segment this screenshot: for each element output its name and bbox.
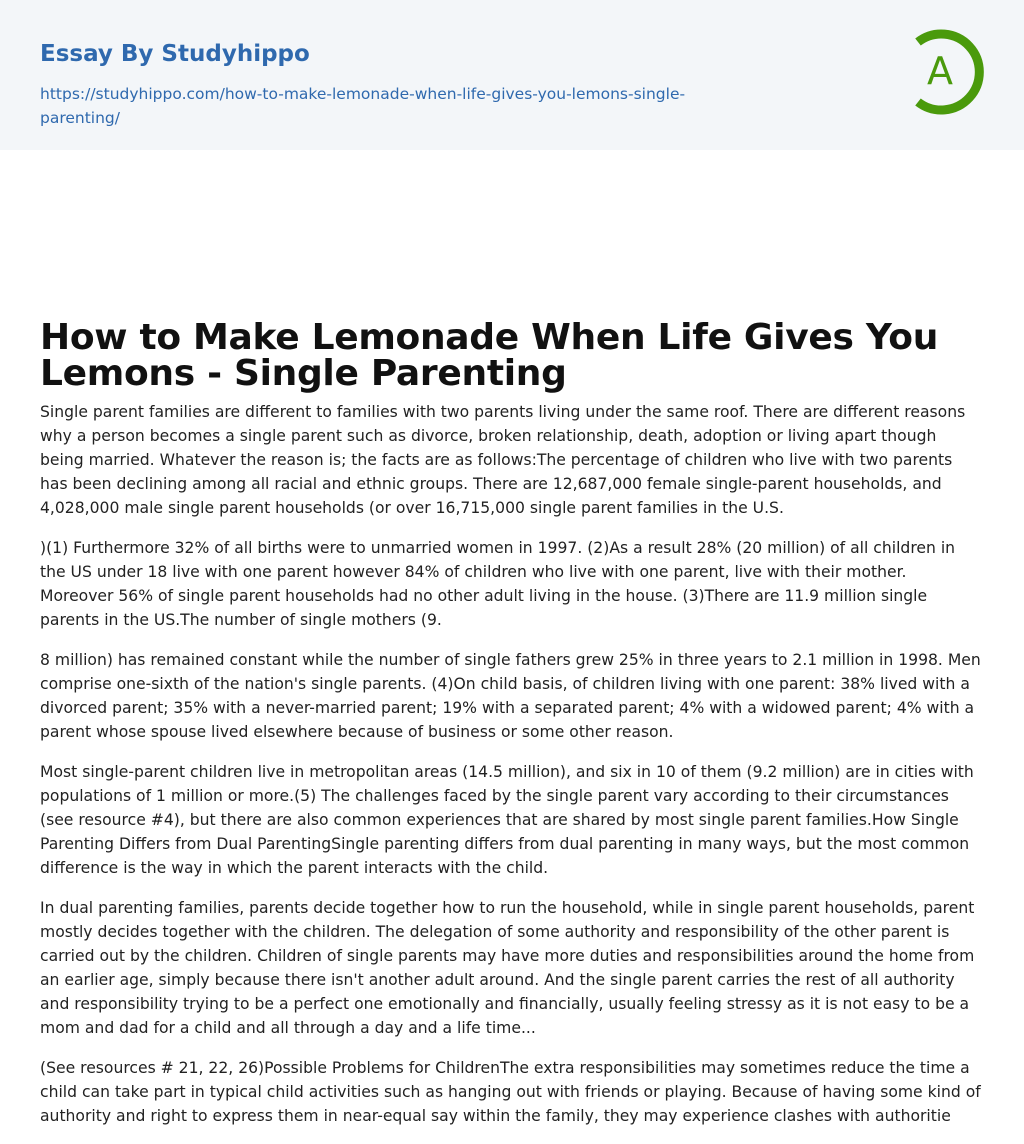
paragraph: (See resources # 21, 22, 26)Possible Problems for ChildrenThe extra responsibilities may sometimes reduce the time a child can take part in typical child activities such as hanging out with friends or playing. Because of having some kind of authority and right to express them in near-equal say within the family, they may experience clashes with authoritie (40, 1059, 981, 1125)
site-header (0, 0, 1024, 150)
essay-body (40, 400, 984, 1128)
paragraph: Single parent families are different to families with two parents living under the same roof. There are different reasons why a person becomes a single parent such as divorce, broken relationship, death, adoption or living apart though being married. Whatever the reason is; the facts are as follows:The percentage of children who live with two parents has been declining among all racial and ethnic groups. There are 12,687,000 female single-parent households, and 4,028,000 male single parent households (or over 16,715,000 single parent families in the U.S. (40, 403, 966, 517)
essay-content (0, 150, 1024, 1128)
studyhippo-logo-icon[interactable] (904, 28, 988, 116)
svg-text:A: A (927, 49, 953, 93)
paragraph: 8 million) has remained constant while the number of single fathers grew 25% in three years to 2.1 million in 1998. Men comprise one-sixth of the nation's single parents. (4)On child basis, of children living with one parent: 38% lived with a divorced parent; 35% with a never-married parent; 19% with a separated parent; 4% with a widowed parent; 4% with a parent whose spouse lived elsewhere because of business or some other reason. (40, 651, 981, 741)
paragraph: In dual parenting families, parents decide together how to run the household, while in single parent households, parent mostly decides together with the children. The delegation of some authority and responsibility of the other parent is carried out by the children. Children of single parents may have more duties and responsibilities around the home from an earlier age, simply because there isn't another adult around. And the single parent carries the rest of all authority and responsibility trying to be a perfect one emotionally and financially, usually feeling stressy as it is not easy to be a mom and dad for a child and all through a day and a life time... (40, 899, 975, 1037)
paragraph: )(1) Furthermore 32% of all births were to unmarried women in 1997. (2)As a result 28% (20 million) of all children in the US under 18 live with one parent however 84% of children who live with one parent, live with their mother. Moreover 56% of single parent households had no other adult living in the house. (3)There are 11.9 million single parents in the US.The number of single mothers (9. (40, 539, 956, 629)
brand-title: Essay By Studyhippo (40, 41, 310, 67)
essay-url-link[interactable]: https://studyhippo.com/how-to-make-lemonade-when-life-gives-you-lemons-single-parenting/ (40, 85, 686, 127)
paragraph: Most single-parent children live in metropolitan areas (14.5 million), and six in 10 of them (9.2 million) are in cities with populations of 1 million or more.(5) The challenges faced by the single parent vary according to their circumstances (see resource #4), but there are also common experiences that are shared by most single parent families.How Single Parenting Differs from Dual ParentingSingle parenting differs from dual parenting in many ways, but the most common difference is the way in which the parent interacts with the child. (40, 763, 974, 877)
essay-title: How to Make Lemonade When Life Gives You Lemons - Single Parenting (40, 317, 939, 394)
